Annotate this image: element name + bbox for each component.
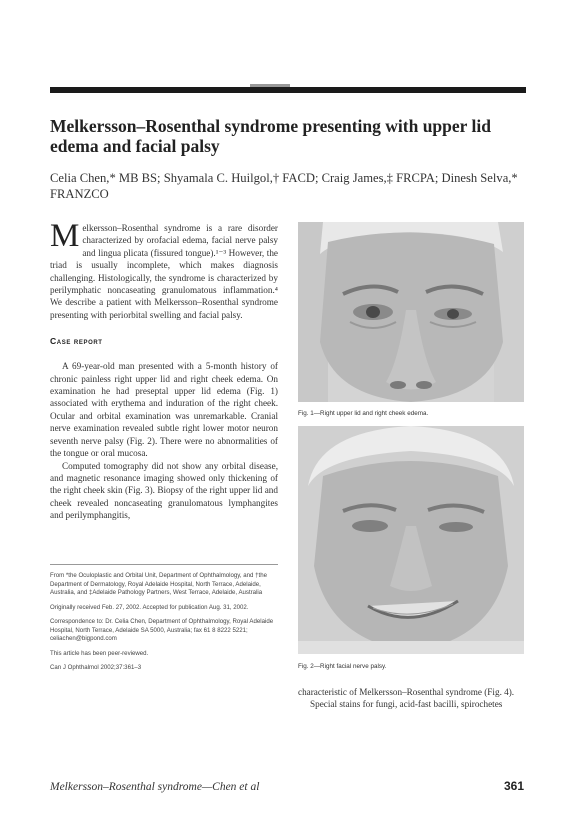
intro-text: elkersson–Rosenthal syndrome is a rare disorder characterized by orofacial edema, facial nerve palsy and lingua plicata (fissured tongue).¹⁻³ However, the triad is usually incomplete, which makes diagnosis challenging. Histologically, the syndrome is characterized by perilymphatic noncaseating granulomatous inflammation.⁴ We describe a patient with Melkersson–Rosenthal syndrome presenting with periorbital swelling and facial palsy. <box>50 223 278 320</box>
right-column-text <box>298 686 526 711</box>
figure-2-photo <box>298 426 524 654</box>
intro-paragraph <box>50 218 278 321</box>
case-report-paragraph-1: A 69-year-old man presented with a 5-month history of chronic painless right upper lid and right cheek edema. On examination he had preseptal upper lid edema (Fig. 1) associated with erythema and induration of the right cheek. Ocular and orbital examination was unremarkable. Cranial nerve examination revealed subtle right lower motor neuron seventh nerve palsy (Fig. 2). There were no abnormalities of the tongue or oral mucosa. <box>50 361 278 459</box>
case-report-paragraph-2: Computed tomography did not show any orbital disease, and magnetic resonance imaging showed only thickening of the right cheek skin (Fig. 3). Biopsy of the right upper lid and cheek revealed noncaseating granulomatous lymphangites and perilymphangitis, <box>50 460 278 521</box>
author-list: Celia Chen,* MB BS; Shyamala C. Huilgol,† FACD; Craig James,‡ FRCPA; Dinesh Selva,* FRANZCO <box>50 171 518 201</box>
article-title: Melkersson–Rosenthal syndrome presenting with upper lid edema and facial palsy <box>50 116 491 156</box>
footnote-citation: Can J Ophthalmol 2002;37:361–3 <box>50 664 142 671</box>
header-rule <box>50 87 526 93</box>
footnotes <box>50 564 278 679</box>
footnote-correspondence: Correspondence to: Dr. Celia Chen, Department of Ophthalmology, Royal Adelaide Hospital, North Terrace, Adelaide SA 5000, Australia; fax 61 8 8222 5221; celiachen@bigpond.com <box>50 618 274 642</box>
footnote-peer-review: This article has been peer-reviewed. <box>50 649 149 657</box>
figure-1-photo <box>298 222 524 402</box>
drop-cap: M <box>50 218 80 254</box>
section-heading-case-report: Case report <box>50 336 103 347</box>
footnote-affiliations: From *the Oculoplastic and Orbital Unit, Department of Ophthalmology, and †the Department of Dermatology, Royal Adelaide Hospital, North Terrace, Adelaide, Australia, and ‡Adelaide Pathology Partners, West Terrace, Adelaide, Australia <box>50 572 268 596</box>
figure-2-caption: Fig. 2—Right facial nerve palsy. <box>298 663 387 670</box>
running-title: Melkersson–Rosenthal syndrome—Chen et al <box>50 781 260 793</box>
page-number: 361 <box>503 779 524 793</box>
right-continuation: characteristic of Melkersson–Rosenthal syndrome (Fig. 4). <box>298 687 515 697</box>
right-next-paragraph: Special stains for fungi, acid-fast bacilli, spirochetes <box>310 699 503 710</box>
footnote-dates: Originally received Feb. 27, 2002. Accepted for publication Aug. 31, 2002. <box>50 603 249 611</box>
figure-1-caption: Fig. 1—Right upper lid and right cheek edema. <box>298 410 429 417</box>
left-column <box>50 218 278 522</box>
